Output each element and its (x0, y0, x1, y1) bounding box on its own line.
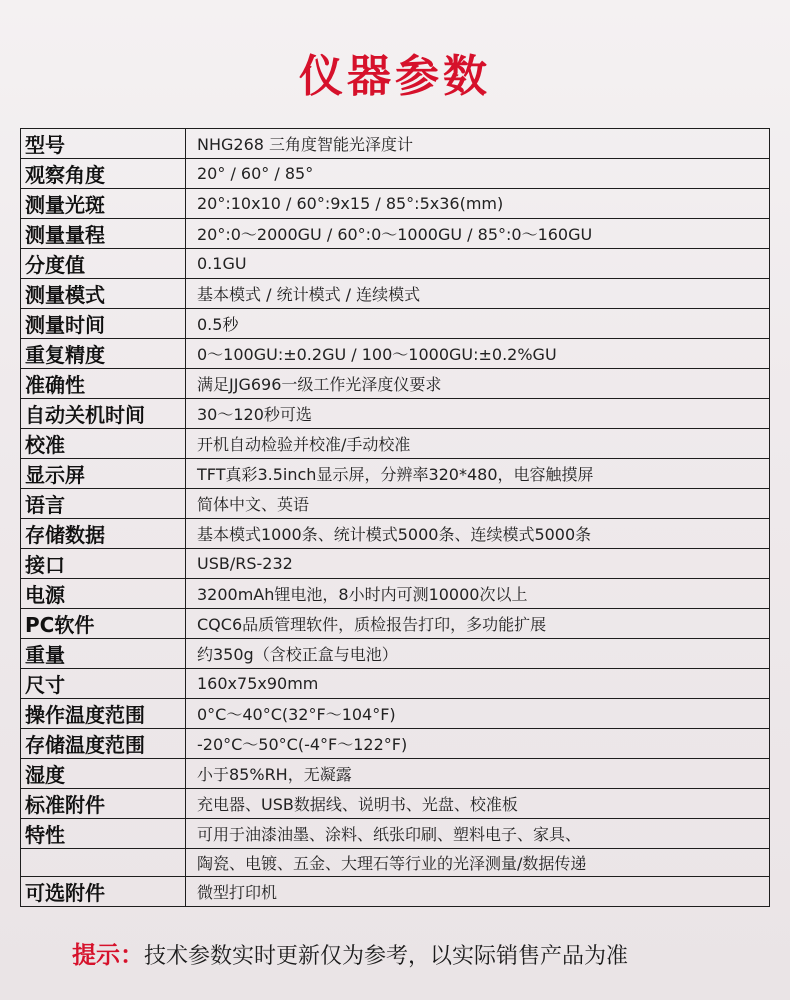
spec-table (20, 128, 770, 907)
spec-row (21, 579, 770, 609)
spec-value: 微型打印机 (186, 877, 770, 907)
spec-value: 20°:0～2000GU / 60°:0～1000GU / 85°:0～160GU (186, 219, 770, 249)
spec-row (21, 339, 770, 369)
spec-row (21, 369, 770, 399)
spec-label: 自动关机时间 (21, 399, 186, 429)
spec-value: TFT真彩3.5inch显示屏，分辨率320*480，电容触摸屏 (186, 459, 770, 489)
spec-value: 小于85%RH，无凝露 (186, 759, 770, 789)
spec-label: 操作温度范围 (21, 699, 186, 729)
spec-row (21, 399, 770, 429)
spec-row (21, 669, 770, 699)
spec-row (21, 429, 770, 459)
spec-value: -20°C～50°C(-4°F～122°F) (186, 729, 770, 759)
spec-value: 充电器、USB数据线、说明书、光盘、校准板 (186, 789, 770, 819)
spec-label: 特性 (21, 819, 186, 849)
spec-row (21, 279, 770, 309)
spec-label: 湿度 (21, 759, 186, 789)
spec-value: 约350g（含校正盒与电池） (186, 639, 770, 669)
spec-row (21, 459, 770, 489)
spec-row (21, 129, 770, 159)
spec-value: 满足JJG696一级工作光泽度仪要求 (186, 369, 770, 399)
spec-row (21, 219, 770, 249)
spec-row (21, 189, 770, 219)
spec-value: 0.5秒 (186, 309, 770, 339)
spec-label: 重复精度 (21, 339, 186, 369)
spec-label: 重量 (21, 639, 186, 669)
spec-label: 尺寸 (21, 669, 186, 699)
spec-row (21, 639, 770, 669)
spec-label: 接口 (21, 549, 186, 579)
spec-label: 测量光斑 (21, 189, 186, 219)
spec-row (21, 789, 770, 819)
spec-value: 3200mAh锂电池，8小时内可测10000次以上 (186, 579, 770, 609)
spec-value: NHG268 三角度智能光泽度计 (186, 129, 770, 159)
spec-row (21, 249, 770, 279)
spec-value: 陶瓷、电镀、五金、大理石等行业的光泽测量/数据传递 (186, 849, 770, 877)
note-text: 技术参数实时更新仅为参考，以实际销售产品为准 (144, 944, 629, 969)
spec-value: 可用于油漆油墨、涂料、纸张印刷、塑料电子、家具、 (186, 819, 770, 849)
spec-value: 基本模式 / 统计模式 / 连续模式 (186, 279, 770, 309)
spec-label: 显示屏 (21, 459, 186, 489)
spec-label: 型号 (21, 129, 186, 159)
spec-label: PC软件 (21, 609, 186, 639)
disclaimer-note (72, 935, 628, 970)
spec-row (21, 489, 770, 519)
spec-label: 准确性 (21, 369, 186, 399)
spec-label: 观察角度 (21, 159, 186, 189)
spec-label: 测量时间 (21, 309, 186, 339)
spec-label: 标准附件 (21, 789, 186, 819)
spec-row (21, 819, 770, 849)
spec-value: 20° / 60° / 85° (186, 159, 770, 189)
spec-row (21, 729, 770, 759)
note-label: 提示： (72, 941, 144, 969)
spec-label: 校准 (21, 429, 186, 459)
spec-row (21, 549, 770, 579)
spec-value: CQC6品质管理软件，质检报告打印，多功能扩展 (186, 609, 770, 639)
spec-row (21, 759, 770, 789)
spec-row (21, 849, 770, 877)
spec-value: 简体中文、英语 (186, 489, 770, 519)
spec-value: 基本模式1000条、统计模式5000条、连续模式5000条 (186, 519, 770, 549)
spec-row (21, 519, 770, 549)
spec-value: 开机自动检验并校准/手动校准 (186, 429, 770, 459)
spec-label: 可选附件 (21, 877, 186, 907)
spec-label: 电源 (21, 579, 186, 609)
spec-value: 0～100GU:±0.2GU / 100～1000GU:±0.2%GU (186, 339, 770, 369)
spec-label: 存储数据 (21, 519, 186, 549)
spec-row (21, 877, 770, 907)
spec-value: 0.1GU (186, 249, 770, 279)
spec-value: USB/RS-232 (186, 549, 770, 579)
spec-row (21, 159, 770, 189)
spec-value: 30～120秒可选 (186, 399, 770, 429)
spec-label: 测量量程 (21, 219, 186, 249)
spec-label (21, 849, 186, 877)
spec-label: 存储温度范围 (21, 729, 186, 759)
page-title: 仪器参数 (299, 51, 491, 102)
spec-value: 20°:10x10 / 60°:9x15 / 85°:5x36(mm) (186, 189, 770, 219)
spec-value: 160x75x90mm (186, 669, 770, 699)
spec-row (21, 309, 770, 339)
spec-row (21, 699, 770, 729)
spec-label: 语言 (21, 489, 186, 519)
spec-label: 测量模式 (21, 279, 186, 309)
spec-row (21, 609, 770, 639)
spec-label: 分度值 (21, 249, 186, 279)
spec-value: 0°C～40°C(32°F～104°F) (186, 699, 770, 729)
